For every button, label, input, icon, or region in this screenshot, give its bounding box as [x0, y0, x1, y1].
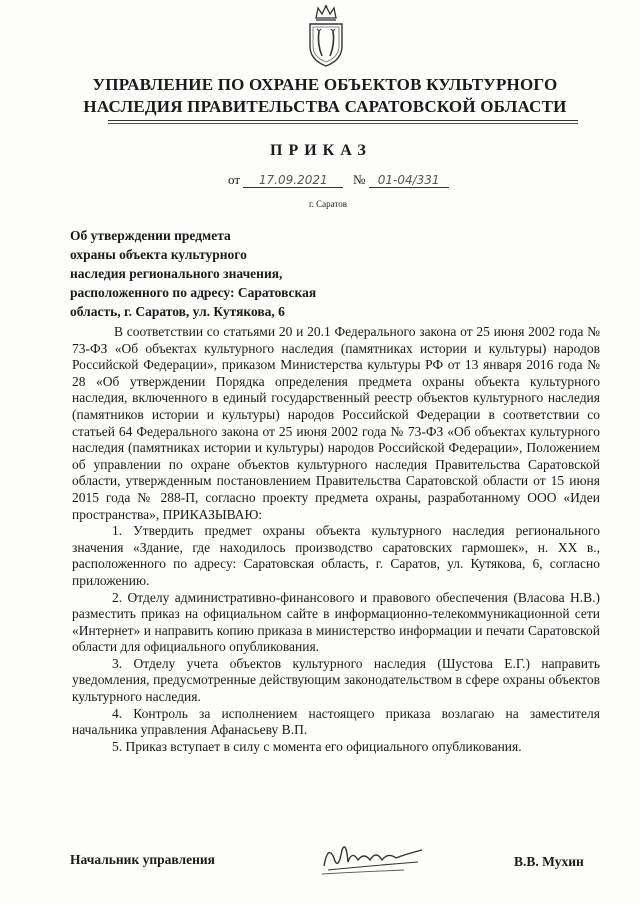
subject-line5: область, г. Саратов, ул. Кутякова, 6 — [70, 304, 285, 319]
order-item-4: 4. Контроль за исполнением настоящего приказа возлагаю на заместителя начальника управления Афанасьеву В.П. — [72, 705, 600, 738]
organization-title — [60, 74, 590, 118]
signatory-role: Начальник управления — [70, 852, 215, 867]
number-prefix: № — [353, 172, 366, 187]
order-number: 01-04/331 — [369, 173, 449, 188]
organization-title-line2: НАСЛЕДИЯ ПРАВИТЕЛЬСТВА САРАТОВСКОЙ ОБЛАСТИ — [83, 97, 567, 116]
document-type-title: ПРИКАЗ — [270, 142, 372, 159]
subject-line4: расположенного по адресу: Саратовская — [70, 285, 317, 300]
order-item-5: 5. Приказ вступает в силу с момента его официального опубликования. — [112, 738, 522, 754]
signatory-name: В.В. Мухин — [514, 854, 584, 869]
order-item-3: 3. Отделу учета объектов культурного наследия (Шустова Е.Г.) направить уведомления, предусмотренные действующим законодательством в сфере охраны объектов культурного наследия. — [72, 655, 600, 705]
coat-of-arms-icon — [302, 4, 350, 68]
organization-title-line1: УПРАВЛЕНИЕ ПО ОХРАНЕ ОБЪЕКТОВ КУЛЬТУРНОГО — [92, 75, 558, 94]
date-prefix: от — [228, 172, 241, 187]
subject-line2: охраны объекта культурного — [70, 247, 247, 262]
header-divider — [108, 120, 578, 121]
subject-line1: Об утверждении предмета — [70, 228, 231, 243]
order-date-number-line — [228, 172, 449, 188]
issue-city: г. Саратов — [309, 199, 347, 209]
order-item-2: 2. Отделу административно-финансового и правового обеспечения (Власова Н.В.) разместить приказ на официальном сайте в информационно-телекоммуникационной сети «Интернет» и направить копию приказа в министерство информации и печати Саратовской области для официального опубликования. — [72, 589, 600, 655]
order-subject — [70, 226, 370, 321]
subject-line3: наследия регионального значения, — [70, 266, 283, 281]
order-item-1: 1. Утвердить предмет охраны объекта культурного наследия регионального значения «Здание, где находилось производство саратовских гармошек», н. XX в., расположенного по адресу: Саратовская область, г. Саратов, ул. Кутякова, 6, согласно приложению. — [72, 523, 600, 588]
order-date: 17.09.2021 — [243, 173, 343, 188]
preamble-paragraph: В соответствии со статьями 20 и 20.1 Федерального закона от 25 июня 2002 года № 73-ФЗ «Об объектах культурного наследия (памятниках истории и культуры) народов Российской Федерации», приказом Министерства культуры РФ от 13 января 2016 года № 28 «Об утверждении Порядка определения предмета охраны объекта культурного наследия, включенного в единый государственный реестр объектов культурного наследия (памятников истории и культуры) народов Российской Федерации в соответствии со статьей 64 Федерального закона от 25 июня 2002 года № 73-ФЗ «Об объектах культурного наследия (памятниках истории и культуры) народов Российской Федерации», Положением об управлении по охране объектов культурного наследия Правительства Саратовской области, утвержденным постановлением Правительства Саратовской области от 15 июня 2015 года № 288-П, согласно проекту предмета охраны, разработанному ООО «Идеи пространства», ПРИКАЗЫВАЮ: — [72, 324, 600, 522]
signature-icon — [318, 836, 428, 880]
order-body — [72, 324, 600, 755]
header-divider-thin — [108, 123, 578, 124]
